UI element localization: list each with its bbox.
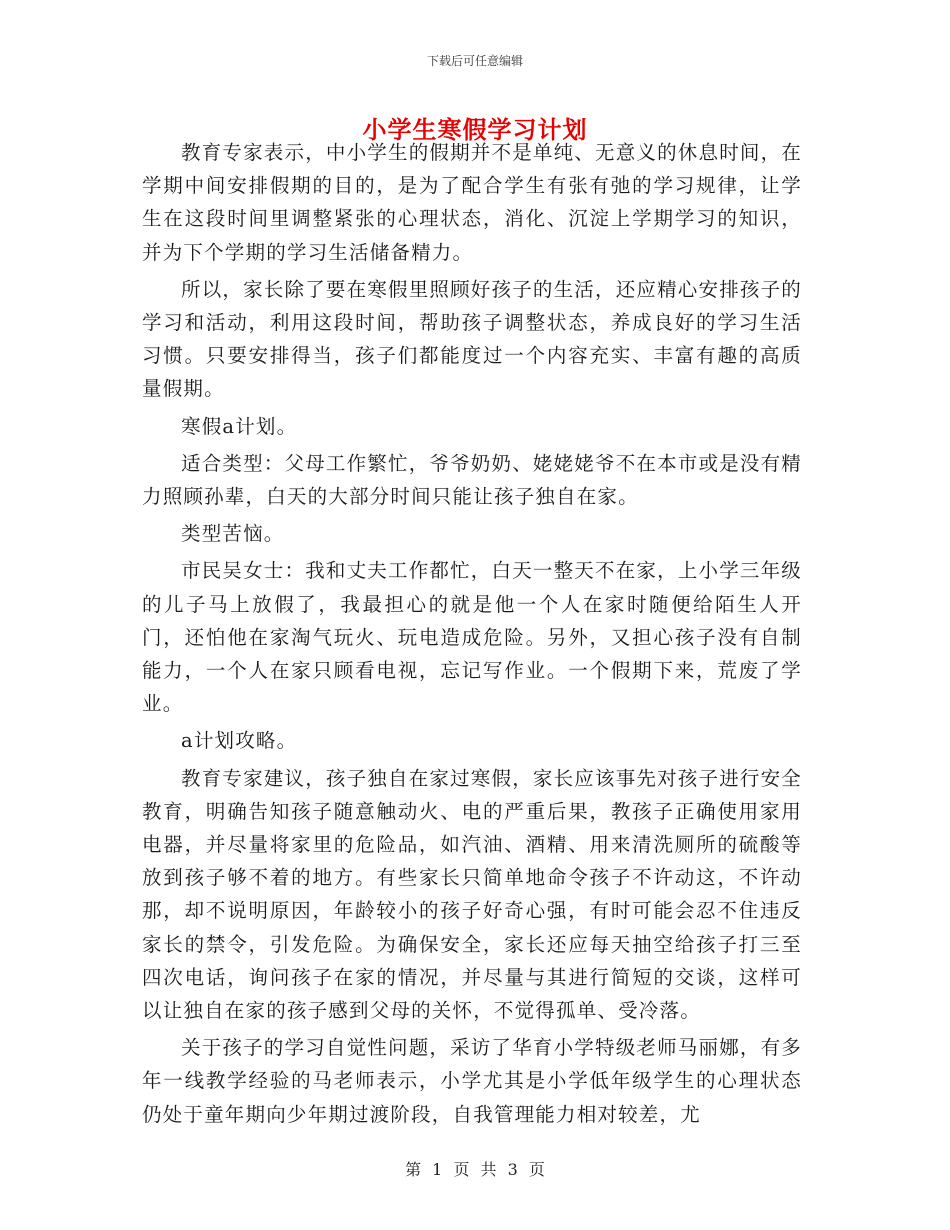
paragraph-5: 类型苦恼。	[181, 522, 285, 546]
page-header-note: 下载后可任意编辑	[426, 54, 523, 68]
paragraph-1: 教育专家表示，中小学生的假期并不是单纯、无意义的休息时间，在学期中间安排假期的目的，是为了配合学生有张有弛的学习规律，让学生在这段时间里调整紧张的心理状态，消化、沉淀上学期学习的知识，并为下个学期的学习生活储备精力。	[142, 141, 803, 264]
paragraph-2: 所以，家长除了要在寒假里照顾好孩子的生活，还应精心安排孩子的学习和活动，利用这段时间，帮助孩子调整状态，养成良好的学习生活习惯。只要安排得当，孩子们都能度过一个内容充实、丰富有趣的高质量假期。	[142, 277, 803, 401]
paragraph-9: 关于孩子的学习自觉性问题，采访了华育小学特级老师马丽娜，有多年一线教学经验的马老师表示，小学尤其是小学低年级学生的心理状态仍处于童年期向少年期过渡阶段，自我管理能力相对较差，尤	[142, 1036, 803, 1126]
page-number: 第 1 页 共 3 页	[405, 1160, 545, 1179]
paragraph-3: 寒假a计划。	[181, 414, 298, 438]
paragraph-6: 市民吴女士：我和丈夫工作都忙，白天一整天不在家，上小学三年级的儿子马上放假了，我最担心的就是他一个人在家时随便给陌生人开门，还怕他在家淘气玩火、玩电造成危险。另外，又担心孩子没有自制能力，一个人在家只顾看电视，忘记写作业。一个假期下来，荒废了学业。	[142, 559, 803, 716]
paragraph-7: a计划攻略。	[181, 729, 298, 753]
document-body	[142, 132, 802, 1131]
paragraph-4: 适合类型：父母工作繁忙，爷爷奶奶、姥姥姥爷不在本市或是没有精力照顾孙辈，白天的大部分时间只能让孩子独自在家。	[142, 451, 803, 509]
document-title: 小学生寒假学习计划	[362, 115, 588, 144]
paragraph-8: 教育专家建议，孩子独自在家过寒假，家长应该事先对孩子进行安全教育，明确告知孩子随意触动火、电的严重后果，教孩子正确使用家用电器，并尽量将家里的危险品，如汽油、酒精、用来清洗厕所的硫酸等放到孩子够不着的地方。有些家长只简单地命令孩子不许动这，不许动那，却不说明原因，年龄较小的孩子好奇心强，有时可能会忍不住违反家长的禁令，引发危险。为确保安全，家长还应每天抽空给孩子打三至四次电话，询问孩子在家的情况，并尽量与其进行简短的交谈，这样可以让独自在家的孩子感到父母的关怀，不觉得孤单、受冷落。	[142, 766, 803, 1023]
